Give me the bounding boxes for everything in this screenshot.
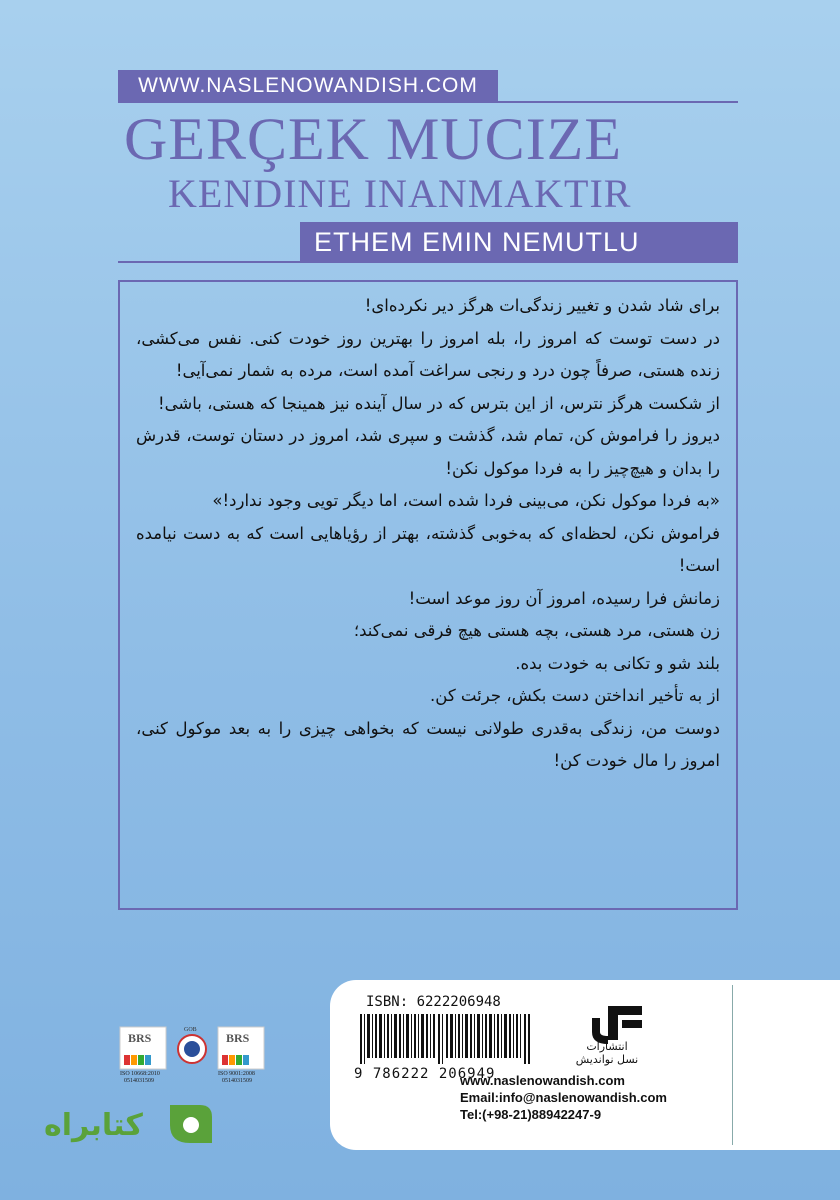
- panel-divider: [732, 985, 733, 1145]
- header-rule: [118, 101, 738, 103]
- brs-label-1: BRS: [128, 1031, 152, 1045]
- gob-label: GOB: [184, 1027, 197, 1033]
- isbn-label: ISBN: 6222206948: [366, 994, 501, 1010]
- publisher-line1: انتشارات: [586, 1040, 628, 1053]
- author-rule: [118, 261, 738, 263]
- publisher-name: [562, 1040, 652, 1066]
- blurb-paragraph: برای شاد شدن و تغییر زندگی‌ات هرگز دیر نکرده‌ای!: [364, 296, 720, 315]
- publisher-line2: نسل نواندیش: [575, 1053, 639, 1066]
- blurb-paragraph: فراموش نکن، لحظه‌ای که به‌خوبی گذشته، بهتر از رؤیاهایی است که به دست نیامده است!: [136, 523, 720, 575]
- ketabrah-watermark: کتابراه: [44, 1108, 143, 1143]
- blurb-paragraph: از به تأخیر انداختن دست بکش، جرئت کن.: [430, 686, 720, 705]
- iso-9001-code: 0514031509: [222, 1078, 252, 1084]
- blurb-paragraph: «به فردا موکول نکن، می‌بینی فردا شده است، اما دیگر تویی وجود ندارد!»: [212, 491, 720, 510]
- blurb-box: [118, 280, 738, 910]
- publisher-phone: Tel:(+98-21)88942247-9: [460, 1107, 602, 1122]
- iso-10668-label: ISO 10668:2010: [120, 1071, 160, 1077]
- author-name: ETHEM EMIN NEMUTLU: [300, 222, 738, 262]
- blurb-paragraph: بلند شو و تکانی به خودت بده.: [515, 653, 720, 673]
- publisher-email: Email:info@naslenowandish.com: [460, 1090, 667, 1105]
- blurb-paragraph: دیروز را فراموش کن، تمام شد، گذشت و سپری شد، امروز در دستان توست، قدرش را بدان و هیچ‌چیز را به فردا موکول نکن!: [136, 426, 720, 478]
- book-title-line1: GERÇEK MUCIZE: [124, 106, 622, 172]
- book-title-line2: KENDINE INANMAKTIR: [168, 171, 632, 216]
- contact-info: [460, 1072, 720, 1123]
- barcode: [360, 1014, 530, 1064]
- iso-10668-code: 0514031509: [124, 1078, 154, 1084]
- blurb-paragraph: زمانش فرا رسیده، امروز آن روز موعد است!: [408, 588, 720, 608]
- certification-badges: [118, 1025, 268, 1085]
- iso-9001-label: ISO 9001:2008: [218, 1071, 255, 1077]
- blurb-paragraph: دوست من، زندگی به‌قدری طولانی نیست که بخواهی چیزی را به بعد موکول کنی، امروز را مال خودت کن!: [136, 718, 720, 770]
- barcode-number: 9 786222 206949: [354, 1066, 496, 1082]
- blurb-paragraph: زن هستی، مرد هستی، بچه هستی هیچ فرقی نمی‌کند؛: [353, 621, 720, 640]
- website-banner: WWW.NASLENOWANDISH.COM: [118, 70, 498, 102]
- blurb-paragraph: از شکست هرگز نترس، از این بترس که در سال آینده نیز همینجا که هستی، باشی!: [158, 393, 720, 413]
- brs-label-2: BRS: [226, 1031, 250, 1045]
- publisher-info-panel: [330, 980, 840, 1150]
- blurb-paragraph: در دست توست که امروز را، بله امروز را بهترین روز خودت کنی. نفس می‌کشی، زنده هستی، صرفاً چون درد و رنجی سراغت آمده است، مرده به شمار نمی‌آیی!: [136, 328, 720, 380]
- publisher-website: www.naslenowandish.com: [460, 1073, 625, 1088]
